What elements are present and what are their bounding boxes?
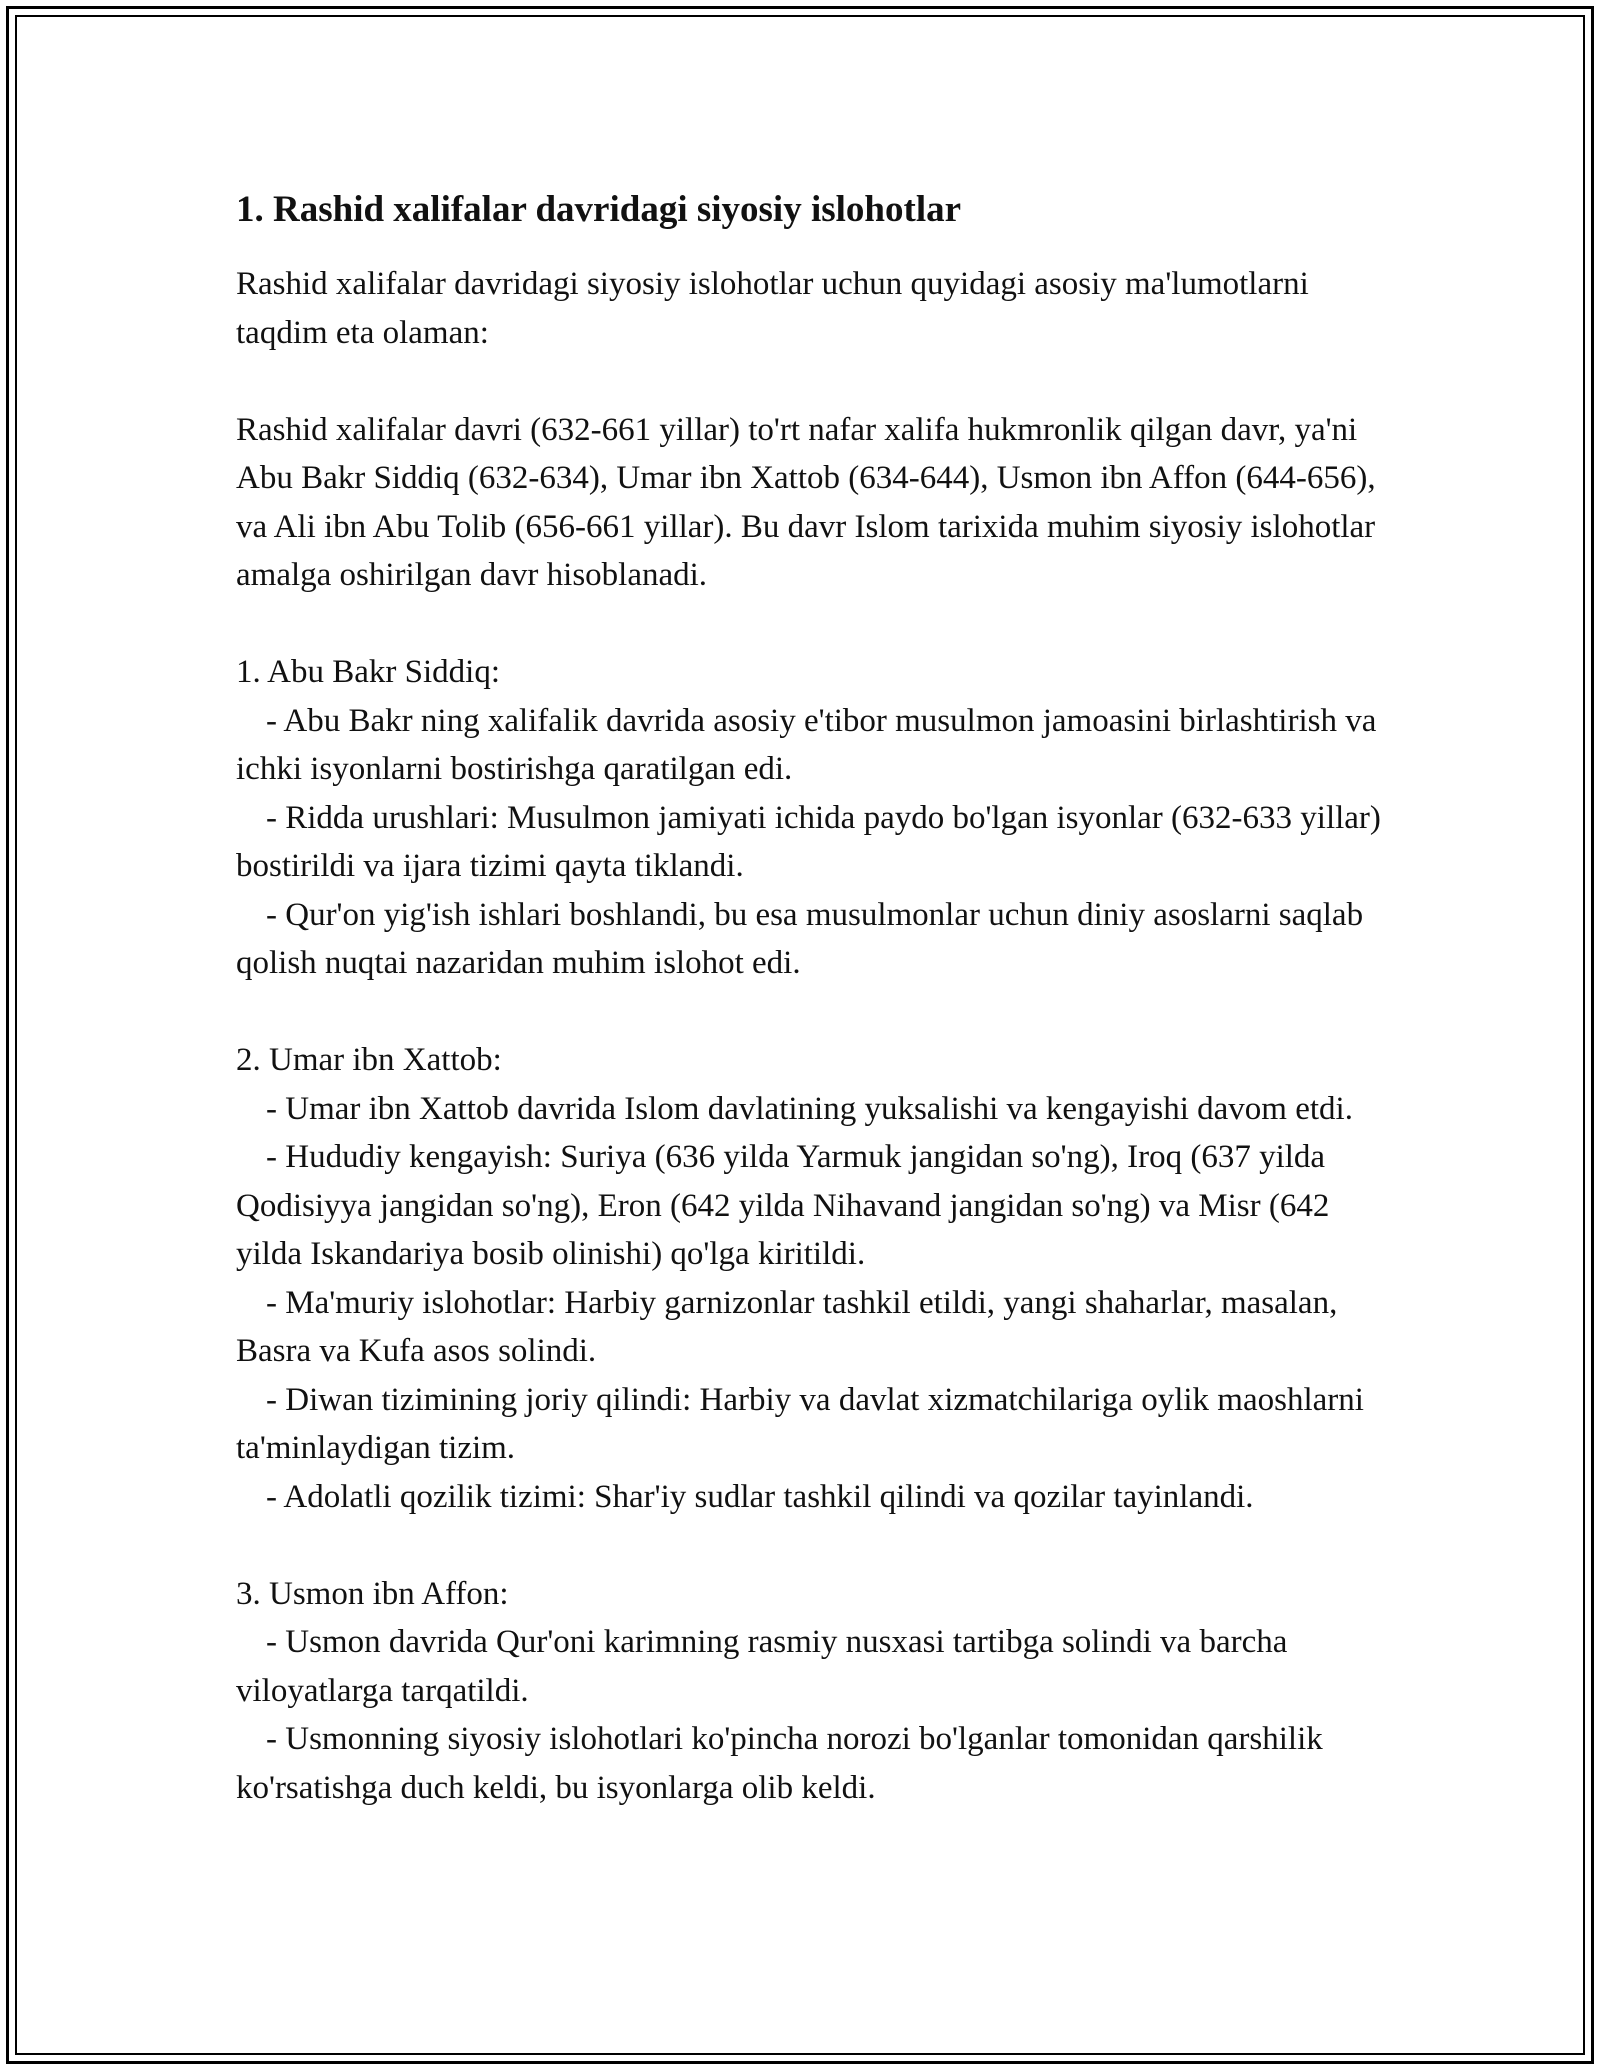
section-abu-bakr [236,648,1386,988]
list-item: - Hududiy kengayish: Suriya (636 yilda Yarmuk jangidan so'ng), Iroq (637 yilda Qodisiyya jangidan so'ng), Eron (642 yilda Nihavand jangidan so'ng) va Misr (642 yilda Iskandariya bosib olinishi) qo'lga kiritildi. [236,1139,1330,1272]
paragraph-gap [236,1521,1386,1570]
section-heading: 3. Usmon ibn Affon: [236,1575,509,1612]
paragraph-gap [236,357,1386,406]
section-usmon [236,1570,1386,1813]
list-item: - Qur'on yig'ish ishlari boshlandi, bu esa musulmonlar uchun diniy asoslarni saqlab qolish nuqtai nazaridan muhim islohot edi. [236,896,1364,981]
document-title: 1. Rashid xalifalar davridagi siyosiy islohotlar [236,189,962,230]
list-item: - Usmon davrida Qur'oni karimning rasmiy nusxasi tartibga solindi va barcha viloyatlarga tarqatildi. [236,1624,1288,1709]
list-item: - Diwan tizimining joriy qilindi: Harbiy va davlat xizmatchilariga oylik maoshlarni ta'minlaydigan tizim. [236,1381,1364,1466]
section-umar [236,1036,1386,1521]
document-body [236,186,1386,1812]
list-item: - Adolatli qozilik tizimi: Shar'iy sudlar tashkil qilindi va qozilar tayinlandi. [266,1478,1254,1515]
section-heading: 2. Umar ibn Xattob: [236,1042,502,1078]
paragraph-gap [236,600,1386,649]
intro-paragraph: Rashid xalifalar davridagi siyosiy islohotlar uchun quyidagi asosiy ma'lumotlarni taqdim eta olaman: [236,266,1318,351]
paragraph-gap [236,988,1386,1037]
list-item: - Ridda urushlari: Musulmon jamiyati ichida paydo bo'lgan isyonlar (632-633 yillar) bostirildi va ijara tizimi qayta tiklandi. [236,799,1381,884]
list-item: - Ma'muriy islohotlar: Harbiy garnizonlar tashkil etildi, yangi shaharlar, masalan, Basra va Kufa asos solindi. [236,1284,1338,1369]
overview-paragraph: Rashid xalifalar davri (632-661 yillar) to'rt nafar xalifa hukmronlik qilgan davr, ya'ni Abu Bakr Siddiq (632-634), Umar ibn Xattob (634-644), Usmon ibn Affon (644-656), va Ali ibn Abu Tolib (656-661 yillar). Bu davr Islom tarixida muhim siyosiy islohotlar amalga oshirilgan davr hisoblanadi. [236,411,1384,593]
list-item: - Usmonning siyosiy islohotlari ko'pincha norozi bo'lganlar tomonidan qarshilik ko'rsatishga duch keldi, bu isyonlarga olib keldi. [236,1721,1323,1806]
list-item: - Abu Bakr ning xalifalik davrida asosiy e'tibor musulmon jamoasini birlashtirish va ichki isyonlarni bostirishga qaratilgan edi. [236,702,1377,787]
list-item: - Umar ibn Xattob davrida Islom davlatining yuksalishi va kengayishi davom etdi. [266,1090,1353,1127]
section-heading: 1. Abu Bakr Siddiq: [236,654,501,690]
